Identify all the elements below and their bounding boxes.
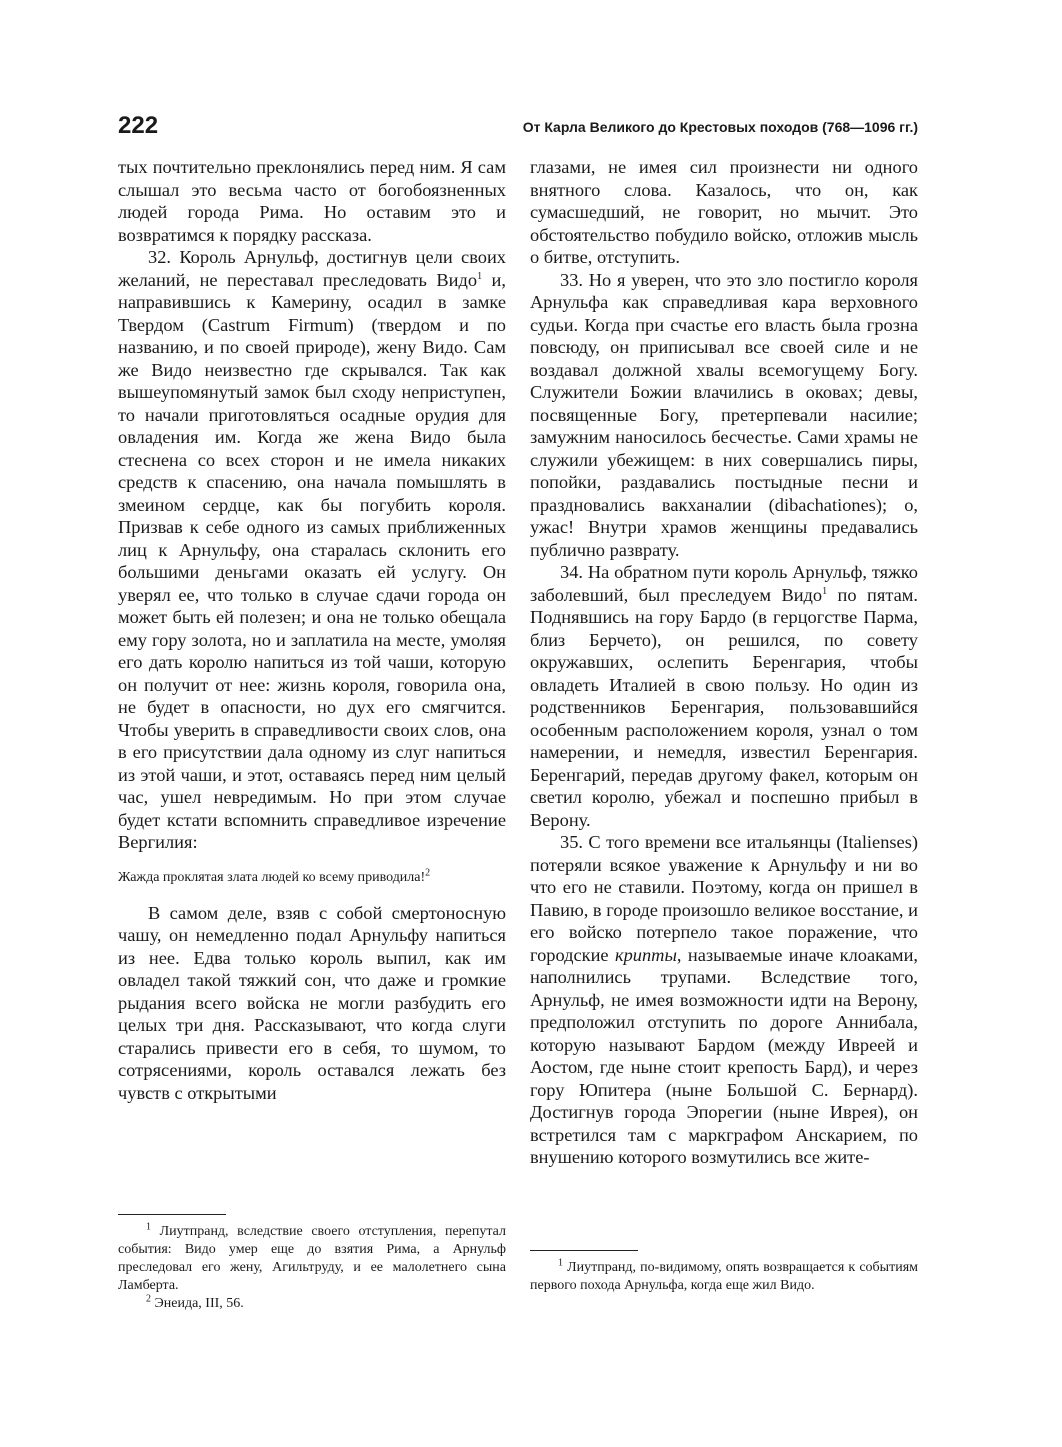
left-paragraph-2-start: 32. Король Арнульф, достигнув цели своих желаний, не переставал преследовать Видо bbox=[118, 247, 506, 290]
right-paragraph-3-rest: по пятам. Поднявшись на гору Бардо (в герцогстве Парма, близ Берчето), он решился, по совету окружавших, ослепить Беренгария, чтобы овладеть Италией в свою пользу. Но один из родственников Беренгария, пользовавшийся особенным расположением короля, узнал о том намерении, и немедля, известил Беренгария. Беренгарий, передав другому факел, которым он светил королю, убежал и поспешно прибыл в Верону. bbox=[530, 584, 918, 830]
footnote-2 bbox=[118, 1295, 506, 1313]
footnote-2-text: Энеида, III, 56. bbox=[151, 1296, 244, 1311]
footnote-1 bbox=[118, 1223, 506, 1295]
footnote-ref-1: 1 bbox=[477, 270, 483, 282]
footnotes-left bbox=[118, 1214, 506, 1313]
running-title: От Карла Великого до Крестовых походов (768—1096 гг.) bbox=[522, 119, 918, 135]
footnote-divider bbox=[118, 1214, 226, 1215]
footnotes-right bbox=[530, 1250, 918, 1295]
right-paragraph-3-start: 34. На обратном пути король Арнульф, тяжко заболевший, был преследуем Видо bbox=[530, 562, 918, 605]
left-paragraph-1: тых почтительно преклонялись перед ним. Я сам слышал это весьма часто от богобоязненных людей города Рима. Но оставим это и возвратимся к порядку рассказа. bbox=[118, 157, 506, 245]
footnote-1-text: Лиутпранд, вследствие своего отступления, перепутал события: Видо умер еще до взятия Рима, а Арнульф преследовал его жену, Агильтруду, и ее малолетнего сына Ламберта. bbox=[118, 1224, 506, 1293]
footnote-mark: 1 bbox=[558, 1257, 563, 1269]
right-paragraph-2: 33. Но я уверен, что это зло постигло короля Арнульфа как справедливая кара верховного судьи. Когда при счастье его власть была грозна повсюду, он приписывал все своей силе и не воздавал должной хвалы всемогущему Богу. Служители Божии влачились в оковах; девы, посвященные Богу, претерпевали насилие; замужним наносилось бесчестье. Сами храмы не служили убежищем: в них совершались пиры, попойки, раздавались постыдные песни и праздновались вакханалии (dibachationes); о, ужас! Внутри храмов женщины предавались публично разврату. bbox=[530, 269, 918, 560]
right-paragraph-4-rest: , называемые иначе клоаками, наполнились трупами. Вследствие того, Арнульф, не имея возможности идти на Верону, предположил отступить по дороге Аннибала, которую называют Бардом (между Ивреей и Аостом, где ныне стоит крепость Бард), и через гору Юпитера (ныне Большой С. Бернард). Достигнув города Эпорегии (ныне Иврея), он встретился там с маркграфом Анскарием, по внушению которого возмутились все жите- bbox=[530, 944, 919, 1167]
footnote-right-1-text: Лиутпранд, по-видимому, опять возвращается к событиям первого похода Арнульфа, когда еще жил Видо. bbox=[530, 1260, 918, 1293]
right-paragraph-4-start: 35. С того времени все итальянцы (Italienses) потеряли всякое уважение к Арнульфу и ни во что его не ставили. Поэтому, когда он пришел в Павию, в городе произошло великое восстание, и его войско потерпело такое поражение, что городские bbox=[530, 832, 918, 965]
right-paragraph-1: глазами, не имея сил произнести ни одного внятного слова. Казалось, что он, как сумасшедший, не говорит, но мычит. Это обстоятельство побудило войско, отложив мысль о битве, отступить. bbox=[530, 157, 918, 267]
left-column bbox=[118, 156, 506, 1104]
right-column bbox=[530, 156, 918, 1169]
left-paragraph-2-rest: и, направившись к Камерину, осадил в замке Твердом (Castrum Firmum) (твердом и по названию, и по своей природе), жену Видо. Сам же Видо неизвестно где скрывался. Так как вышеупомянутый замок был сходу неприступен, то начали приготовляться осадные орудия для овладения им. Когда же жена Видо была стеснена со всех сторон и не имела никаких средств к спасению, она начала помышлять в змеином сердце, как бы погубить короля. Призвав к себе одного из самых приближенных лиц к Арнульфу, она старалась склонить его большими деньгами оказать ей услугу. Он уверял ее, что только в случае сдачи города он может быть ей полезен; и она не только обещала ему гору золота, но и заплатила на месте, умоляя его дать королю напиться из той чаши, которую он получит от нее: жизнь короля, говорила она, не будет в опасности, но дух его смягчится. Чтобы уверить в справедливости своих слов, она в его присутствии дала одному из слуг напиться из этой чаши, и этот, оставаясь перед ним целый час, ушел невредимым. Но при этом случае будет кстати вспомнить справедливое изречение Вергилия: bbox=[118, 269, 506, 852]
footnote-divider bbox=[530, 1250, 638, 1251]
footnote-ref-right-1: 1 bbox=[822, 585, 828, 597]
footnote-mark: 1 bbox=[146, 1221, 151, 1233]
right-paragraph-4 bbox=[530, 831, 918, 1169]
right-paragraph-3 bbox=[530, 561, 918, 831]
page-header bbox=[118, 112, 918, 146]
verse-quote bbox=[118, 866, 506, 887]
left-paragraph-3: В самом деле, взяв с собой смертоносную чашу, он немедленно подал Арнульфу напиться из нее. Едва только король выпил, как им овладел такой тяжкий сон, что даже и громкие рыдания всего войска не могли разбудить его целых три дня. Рассказывают, что когда слуги старались привести его в себя, то шумом, то сотрясениями, король оставался лежать без чувств с открытыми bbox=[118, 902, 506, 1103]
footnote-right-1 bbox=[530, 1259, 918, 1295]
italic-term: крипты bbox=[614, 944, 677, 965]
footnote-mark: 2 bbox=[146, 1293, 151, 1305]
left-paragraph-2 bbox=[118, 246, 506, 854]
page-number: 222 bbox=[118, 112, 159, 139]
verse-text: Жажда проклятая злата людей ко всему приводила! bbox=[118, 869, 426, 885]
footnote-ref-2: 2 bbox=[425, 866, 431, 878]
